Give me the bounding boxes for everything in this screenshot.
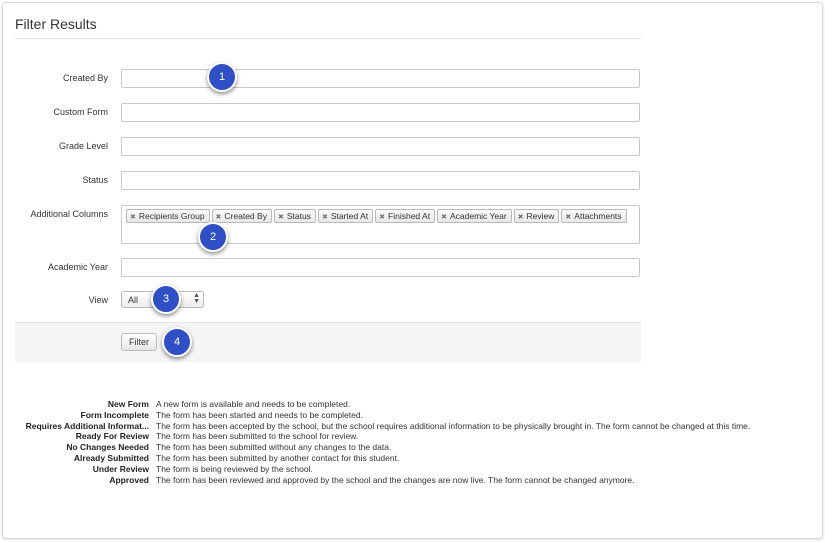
remove-tag-icon[interactable]: ✖ [517,214,524,221]
legend-term: Approved [109,474,149,485]
remove-tag-icon[interactable]: ✖ [565,214,572,221]
step-marker-3: 3 [151,284,181,314]
remove-tag-icon[interactable]: ✖ [215,214,222,221]
academic-year-label: Academic Year [47,262,108,272]
column-tag[interactable]: ✖ Academic Year [437,209,512,223]
legend-desc: The form has been accepted by the school, but the school requires additional information to be physically brought in. The form cannot be changed at this time. [156,420,751,431]
custom-form-label: Custom Form [53,107,108,117]
view-select-value: All [128,295,139,305]
legend-term: Form Incomplete [80,409,149,420]
additional-columns-label: Additional Columns [30,209,108,219]
remove-tag-icon[interactable]: ✖ [130,214,136,221]
custom-form-input[interactable] [121,103,640,122]
grade-level-label: Grade Level [58,141,108,151]
column-tag[interactable]: ✖ Recipients Group [126,209,210,223]
filter-button[interactable]: Filter [121,333,157,351]
remove-tag-icon[interactable]: ✖ [441,214,447,221]
created-by-input[interactable] [121,69,640,88]
legend-term: Requires Additional Informat... [25,420,149,431]
step-marker-2: 2 [198,222,228,252]
step-marker-4: 4 [162,327,192,357]
column-tag[interactable]: ✖ Finished At [375,209,435,223]
legend-term: New Form [107,399,149,409]
view-label: View [88,295,108,305]
legend-term: Ready For Review [75,431,149,442]
selected-columns [126,209,636,227]
grade-level-input[interactable] [121,137,640,156]
column-tag[interactable]: ✖ Review [514,209,560,223]
remove-tag-icon[interactable]: ✖ [321,214,328,221]
column-tag[interactable]: ✖ Started At [318,209,373,223]
academic-year-input[interactable] [121,258,640,277]
column-tag[interactable]: ✖ Attachments [561,209,626,223]
select-arrows-icon: ▲ ▼ [193,292,200,305]
legend-term: No Changes Needed [66,442,149,453]
legend-desc: The form is being reviewed by the school. [156,463,313,474]
legend-desc: The form has been submitted without any changes to the data. [156,442,392,453]
column-tag[interactable]: ✖ Created By [212,209,272,223]
legend-desc: The form has been reviewed and approved by the school and the changes are now live. The form cannot be changed anymore. [156,474,635,485]
created-by-label: Created By [62,73,108,83]
step-marker-1: 1 [207,62,237,92]
legend-desc: The form has been submitted by another contact for this student. [156,452,400,463]
legend-term: Under Review [92,463,149,474]
status-label: Status [82,175,108,185]
legend-desc: The form has been started and needs to be completed. [156,409,363,420]
column-tag[interactable]: ✖ Status [274,209,316,223]
title-divider [15,38,641,39]
legend-desc: The form has been submitted to the school for review. [156,431,359,442]
filter-panel [2,2,823,539]
filter-action-bar [15,322,641,362]
legend-term: Already Submitted [73,452,149,463]
legend-desc: A new form is available and needs to be completed. [156,399,351,409]
page-title: Filter Results [15,16,97,32]
remove-tag-icon[interactable]: ✖ [277,214,284,221]
remove-tag-icon[interactable]: ✖ [379,214,386,221]
status-input[interactable] [121,171,640,190]
